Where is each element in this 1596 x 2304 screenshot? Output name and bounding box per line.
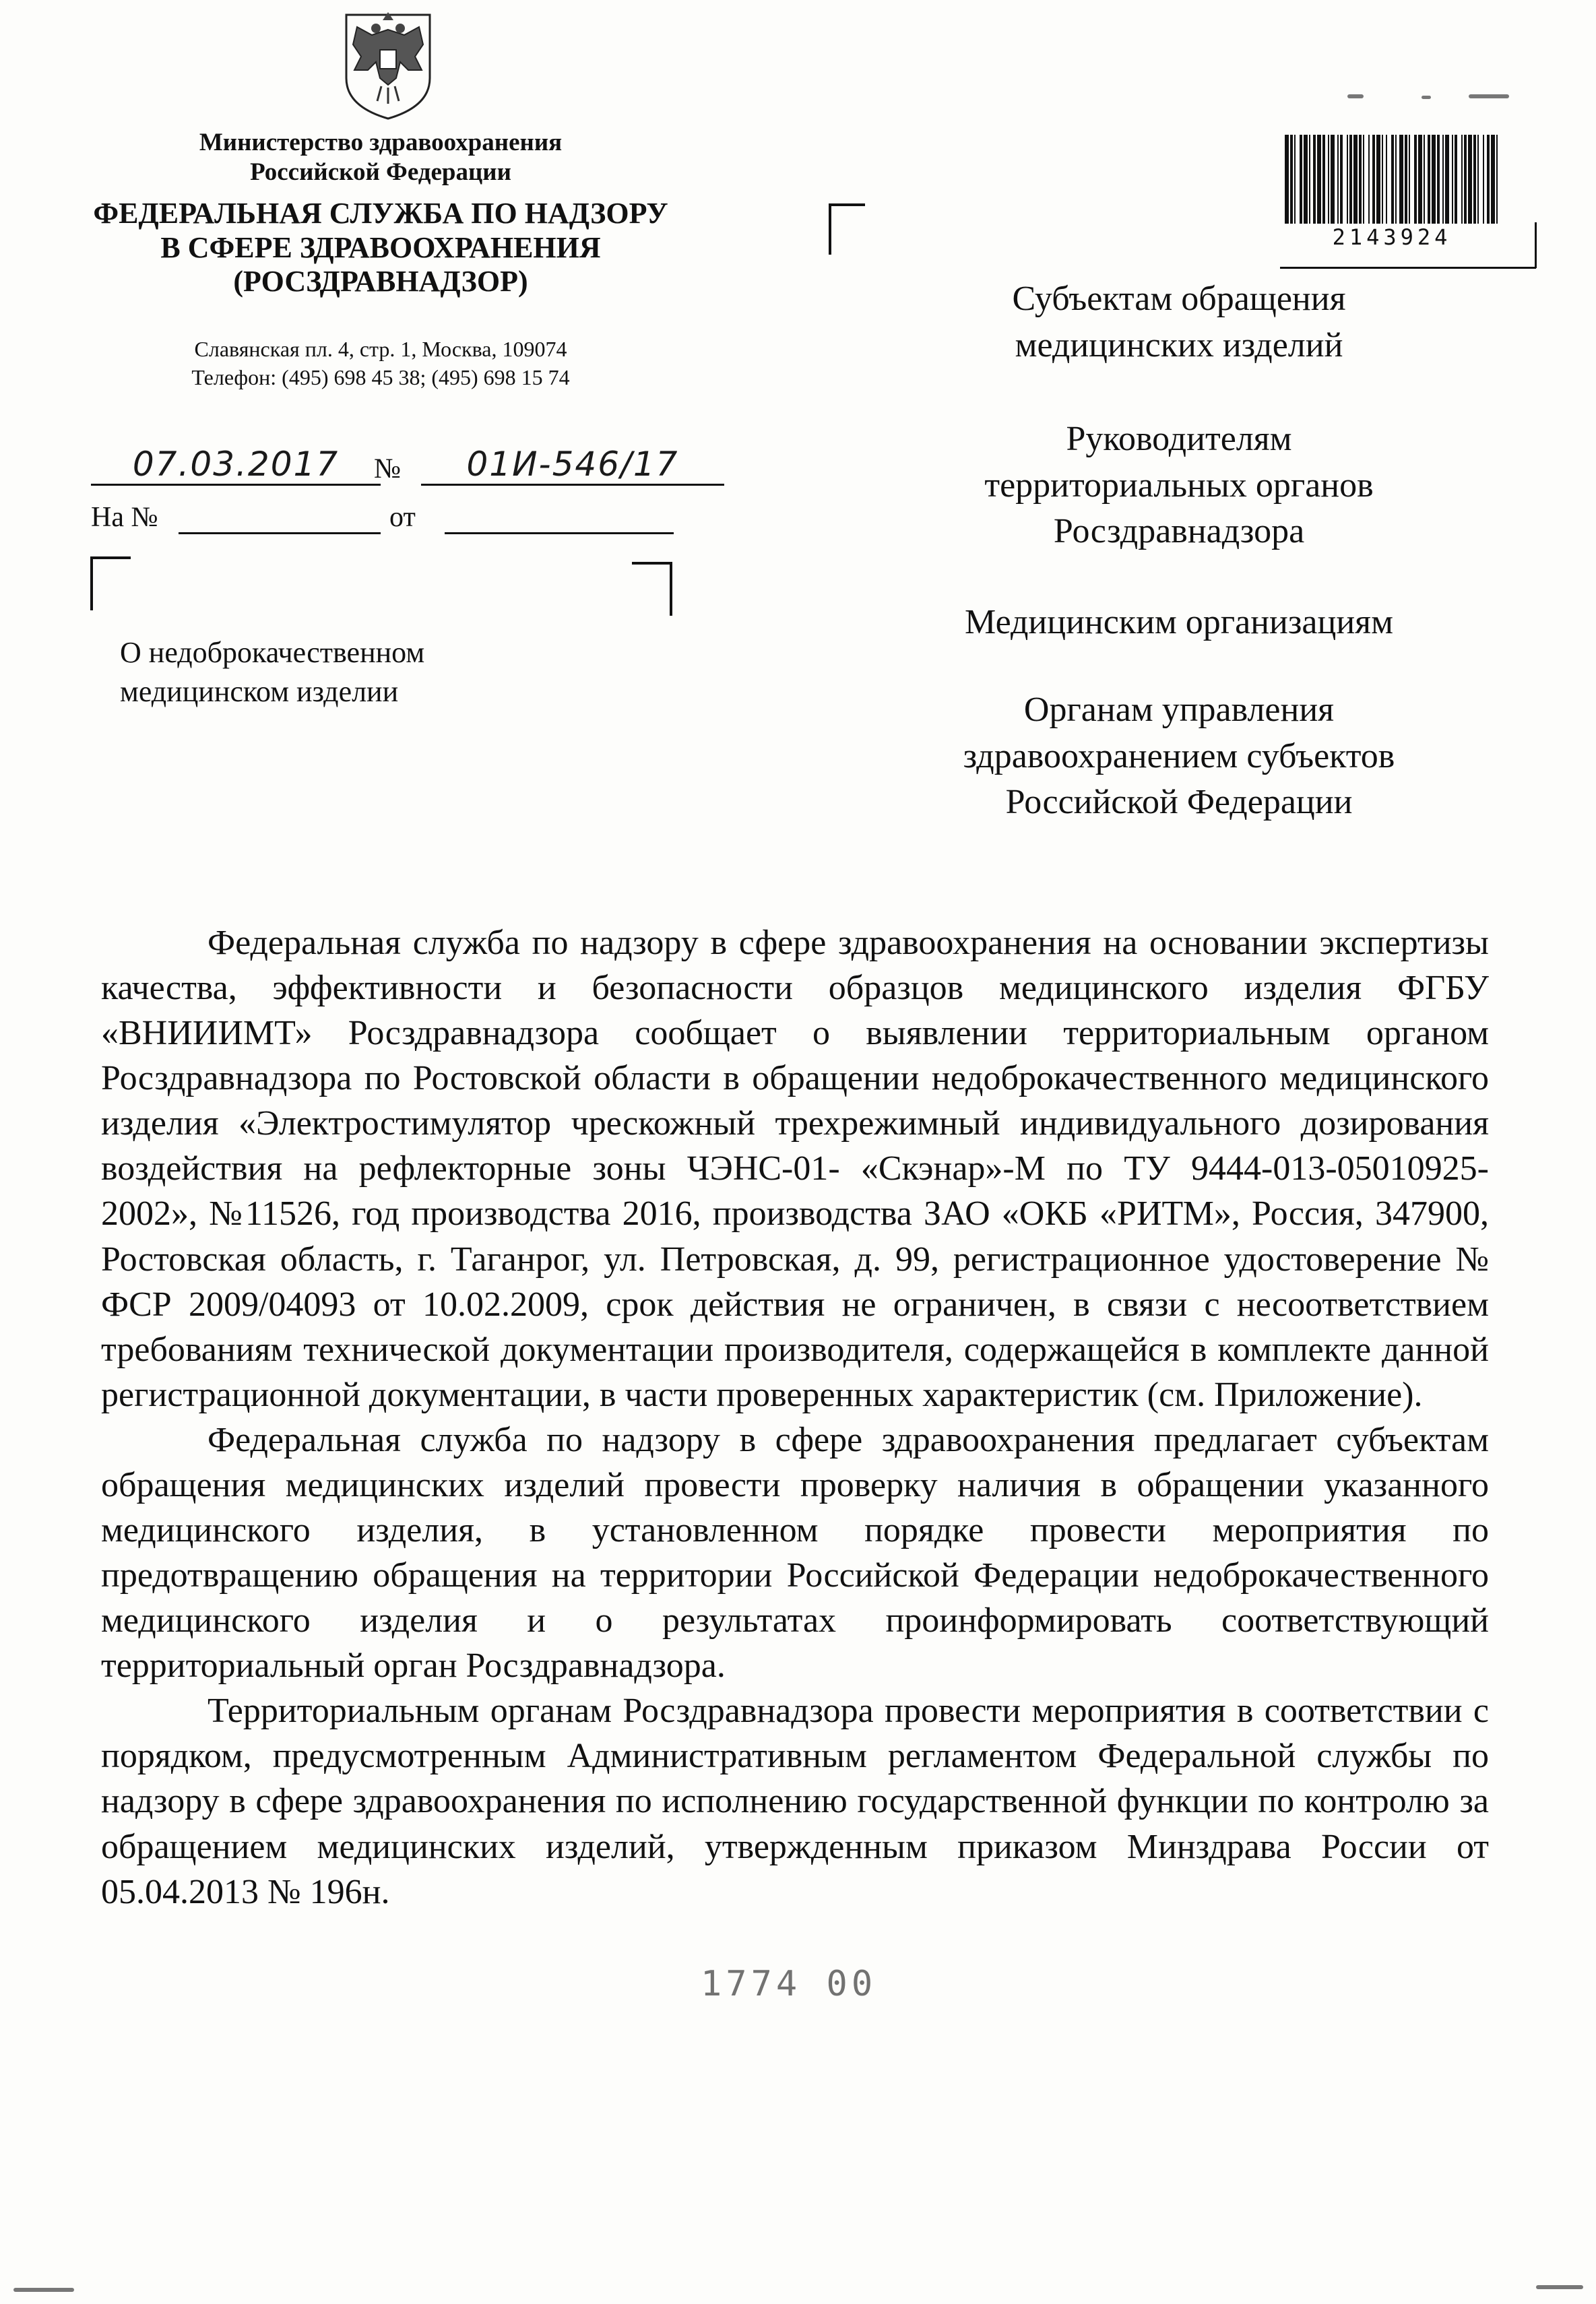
barcode-bar xyxy=(1363,135,1364,224)
scan-speck xyxy=(1469,94,1509,98)
barcode-bar xyxy=(1452,135,1453,224)
barcode-bar xyxy=(1309,135,1310,224)
barcode-bar xyxy=(1322,135,1325,224)
barcode-bar xyxy=(1337,135,1339,224)
barcode-tick xyxy=(1535,222,1537,268)
barcode-bar xyxy=(1442,135,1444,224)
addressee-block: Медицинским организациям xyxy=(965,603,1393,641)
addressee-corner xyxy=(829,203,865,255)
barcode-bar xyxy=(1468,135,1472,224)
barcode-rule xyxy=(1280,267,1536,269)
addressee-block: Руководителям территориальных органов Росздравнадзора xyxy=(984,420,1374,551)
barcode-bar xyxy=(1359,135,1362,224)
barcode-bar xyxy=(1473,135,1476,224)
scan-speck xyxy=(1422,96,1431,99)
registration-number: 01И-546/17 xyxy=(421,445,724,486)
reply-number-label: На № xyxy=(91,502,158,533)
letter-subject: О недоброкачественном медицинском изделии xyxy=(120,636,425,709)
barcode-bar xyxy=(1382,135,1383,224)
barcode-bar xyxy=(1317,135,1321,224)
barcode-bar xyxy=(1418,135,1422,224)
barcode-bar xyxy=(1328,135,1329,224)
body-paragraph: Территориальным органам Росздравнадзора провести мероприятия в соответствии с порядком, предусмотренным Административным регламентом Федеральной службы по надзору в сфере здравоохранения по исполнению государственной функции по контролю за обращением медицинских изделий, утвержденным приказом Минздрава России от 05.04.2013 № 196н. xyxy=(101,1692,1489,1911)
barcode-bar xyxy=(1290,135,1293,224)
barcode-bar xyxy=(1445,135,1449,224)
barcode-bar xyxy=(1428,135,1430,224)
barcode-bar xyxy=(1347,135,1348,224)
barcode-bar xyxy=(1386,135,1387,224)
barcode-bar xyxy=(1455,135,1457,224)
barcode-bar xyxy=(1464,135,1467,224)
barcode-bar xyxy=(1409,135,1410,224)
barcode-bar xyxy=(1496,135,1498,224)
barcode-bar xyxy=(1313,135,1316,224)
barcode-bar xyxy=(1461,135,1463,224)
scan-speck xyxy=(1347,94,1364,98)
barcode-bar xyxy=(1331,135,1335,224)
barcode-bar xyxy=(1414,135,1417,224)
barcode-bar xyxy=(1340,135,1343,224)
registration-number-label: № xyxy=(374,453,402,484)
barcode-bar xyxy=(1349,135,1352,224)
letter-body xyxy=(101,920,1489,1915)
barcode-bar xyxy=(1368,135,1370,224)
barcode-bar xyxy=(1372,135,1375,224)
coat-of-arms-icon xyxy=(334,5,442,121)
barcode-bar xyxy=(1432,135,1436,224)
service-name: ФЕДЕРАЛЬНАЯ СЛУЖБА ПО НАДЗОРУ В СФЕРЕ ЗДРАВООХРАНЕНИЯ (РОСЗДРАВНАДЗОР) xyxy=(93,197,668,298)
ministry-name: Министерство здравоохранения Российской Федерации xyxy=(199,129,563,187)
body-paragraph: Федеральная служба по надзору в сфере здравоохранения на основании экспертизы качества, эффективности и безопасности образцов медицинского изделия ФГБУ «ВНИИИМТ» Росздравнадзора сообщает о выявлении территориальным органом Росздравнадзора по Ростовской области в обращении недоброкачественного медицинского изделия «Электростимулятор чрескожный трехрежимный индивидуального дозирования воздействия на рефлекторные зоны ЧЭНС-01- «Скэнар»-М по ТУ 9444-013-05010925- 2002», №11526, год производства 2016, производства ЗАО «ОКБ «РИТМ», Россия, 347900, Ростовская область, г. Таганрог, ул. Петровская, д. 99, регистрационное удостоверение № ФСР 2009/04093 от 10.02.2009, срок действия не ограничен, в связи с несоответствием требованиям технической документации производителя, содержащейся в комплекте данной регистрационной документации, в части проверенных характеристик (см. Приложение). xyxy=(101,924,1489,1414)
addressee-block: Субъектам обращения медицинских изделий xyxy=(1012,280,1346,364)
reply-date-label: от xyxy=(389,502,416,533)
subject-corner-left xyxy=(90,556,131,610)
barcode-bar xyxy=(1405,135,1407,224)
barcode-bar xyxy=(1304,135,1308,224)
scan-speck xyxy=(13,2288,74,2292)
barcode-bar xyxy=(1487,135,1490,224)
body-paragraph: Федеральная служба по надзору в сфере здравоохранения предлагает субъектам обращения медицинских изделий провести проверку наличия в обращении указанного медицинского изделия, в установленном порядке провести мероприятия по предотвращению обращения на территории Российской Федерации недоброкачественного медицинского изделия и о результатах проинформировать соответствующий территориальный орган Росздравнадзора. xyxy=(101,1420,1489,1686)
barcode-bar xyxy=(1285,135,1289,224)
barcode-bar xyxy=(1477,135,1479,224)
barcode-bar xyxy=(1391,135,1394,224)
scan-speck xyxy=(1536,2285,1583,2289)
barcode-bar xyxy=(1376,135,1380,224)
service-address: Славянская пл. 4, стр. 1, Москва, 109074 Телефон: (495) 698 45 38; (495) 698 15 74 xyxy=(191,337,570,389)
barcode-bar xyxy=(1424,135,1425,224)
reply-date-line xyxy=(445,532,674,534)
barcode-icon xyxy=(1283,135,1500,224)
barcode-bar xyxy=(1483,135,1484,224)
barcode-bar xyxy=(1353,135,1358,224)
barcode-bar xyxy=(1399,135,1403,224)
incoming-stamp: 1774 00 xyxy=(701,1964,877,2004)
reply-number-line xyxy=(179,532,381,534)
barcode-bar xyxy=(1300,135,1302,224)
barcode-number: 2143924 xyxy=(1332,224,1452,250)
barcode-bar xyxy=(1395,135,1397,224)
barcode-bar xyxy=(1437,135,1440,224)
registration-date: 07.03.2017 xyxy=(91,445,381,486)
addressee-block: Органам управления здравоохранением субъектов Российской Федерации xyxy=(963,691,1395,822)
subject-corner-right xyxy=(632,562,672,616)
barcode-bar xyxy=(1491,135,1495,224)
barcode-bar xyxy=(1294,135,1296,224)
